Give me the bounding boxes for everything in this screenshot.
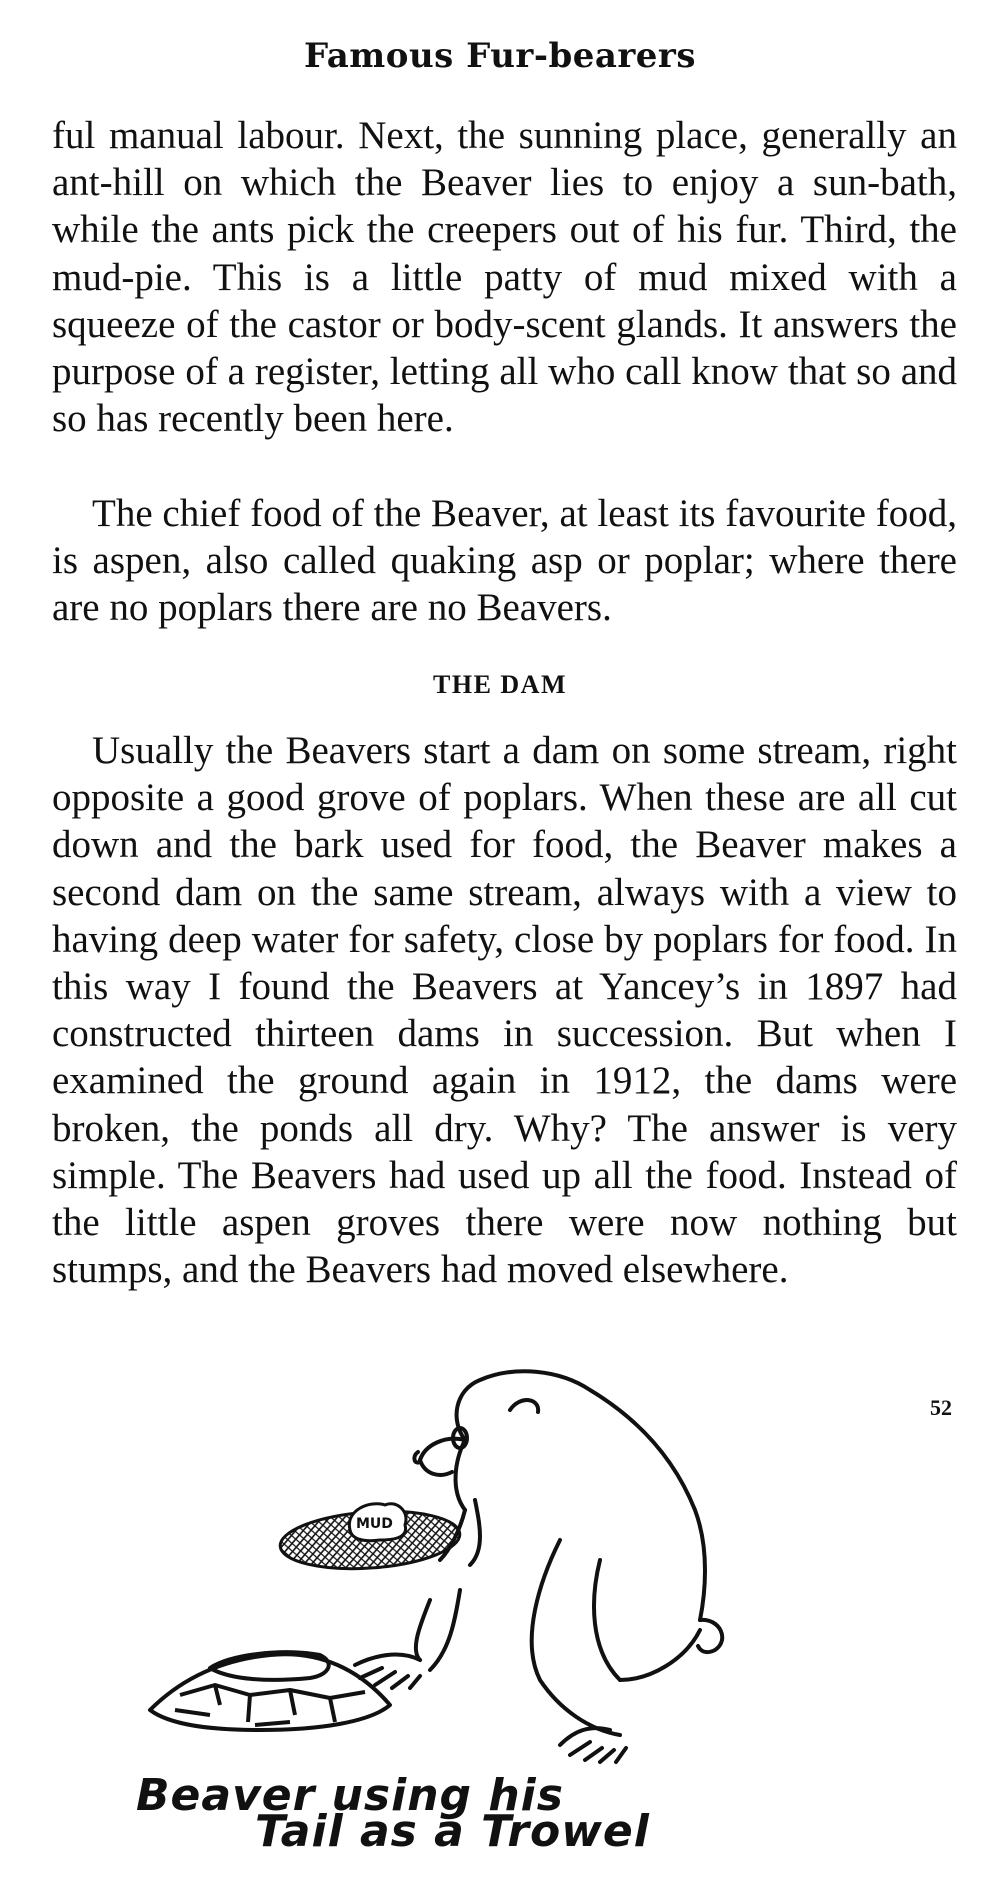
paragraph-3: Usually the Beavers start a dam on some stream, right opposite a good grove of poplars. When these are all cut down and the bark used for food, the Beaver makes a second dam on the same stream, always with a view to having deep water for safety, close by poplars for food. In this way I found the Beavers at Yancey’s in 1897 had constructed thirteen dams in succession. But when I examined the ground again in 1912, the dams were broken, the ponds all dry. Why? The answer is very simple. The Beavers had used up all the food. Instead of the little aspen groves there were now nothing but stumps, and the Beavers had moved elsewhere.	[52, 729, 957, 1292]
caption-line-1: Beaver using his	[136, 1770, 564, 1821]
paragraph-2: The chief food of the Beaver, at least its favourite food, is aspen, also called quaking asp or poplar; where there are no poplars there are no Beavers.	[52, 492, 957, 630]
mud-label: MUD	[356, 1516, 393, 1532]
section-heading: THE DAM	[433, 670, 567, 699]
tail-trowel	[278, 1504, 461, 1575]
beaver-figure	[355, 1371, 722, 1762]
caption-line-2: Tail as a Trowel	[255, 1806, 650, 1857]
page-number: 52	[930, 1395, 952, 1420]
paragraph-1: ful manual labour. Next, the sunning place, generally an ant-hill on which the Beaver lies to enjoy a sun-bath, while the ants pick the creepers out of his fur. Third, the mud-pie. This is a little patty of mud mixed with a squeeze of the castor or body-scent glands. It answers the purpose of a register, letting all who call know that so and so has recently been here.	[52, 114, 957, 441]
running-head: Famous Fur-bearers	[304, 36, 696, 76]
